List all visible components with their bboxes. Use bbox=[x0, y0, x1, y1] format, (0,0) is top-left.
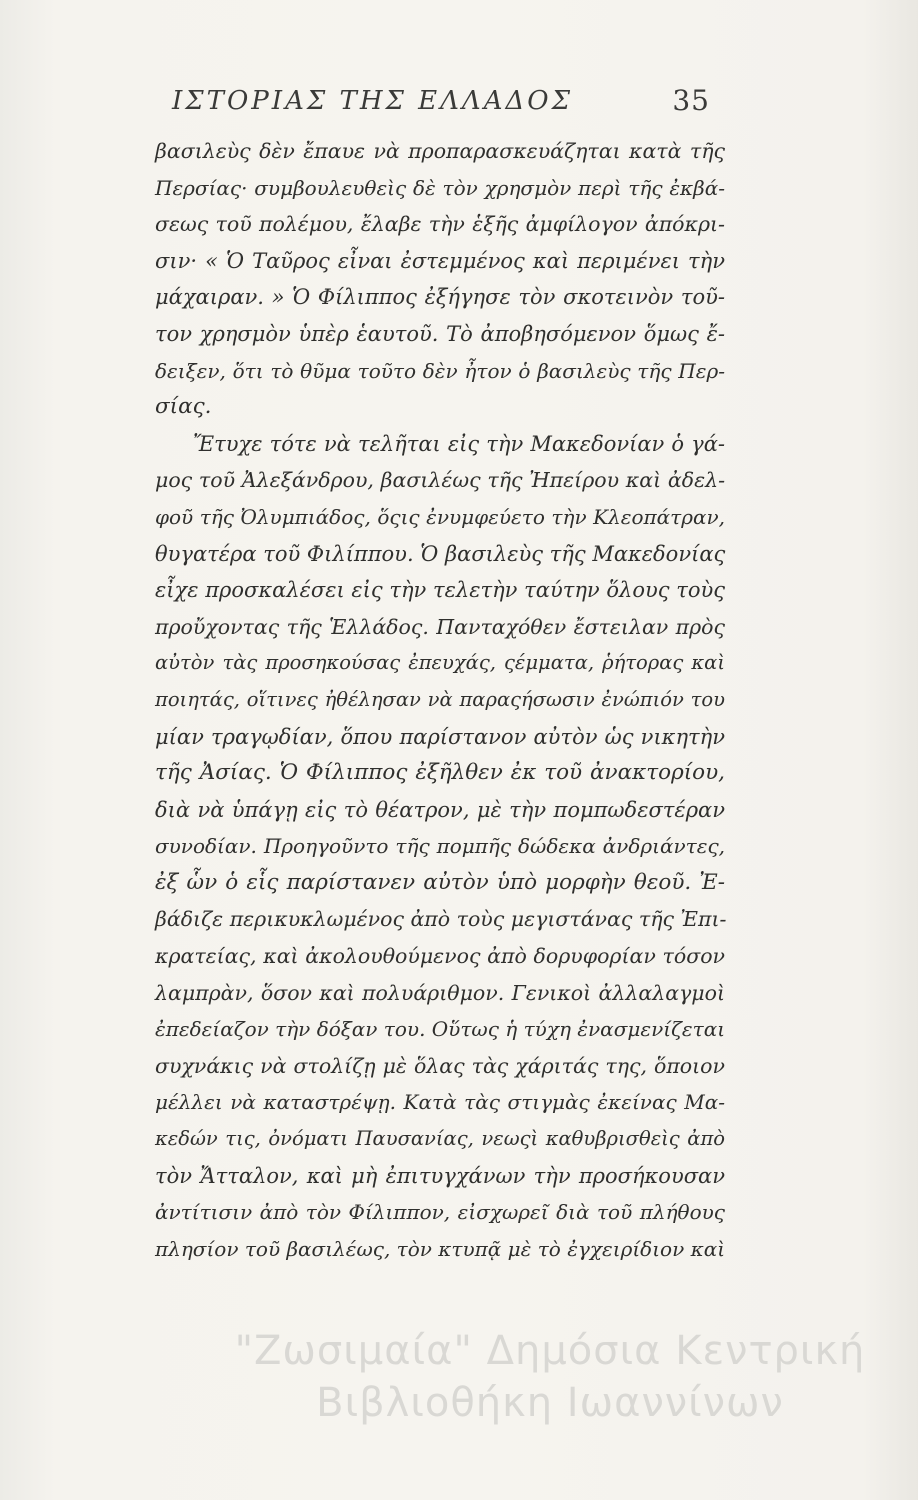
text-line: ἀντίτισιν ἀπὸ τὸν Φίλιππον, εἰσχωρεῖ διὰ τοῦ πλήθους bbox=[155, 1200, 725, 1225]
text-line: φοῦ τῆς Ὀλυμπιάδος, ὅςις ἐνυμφεύετο τὴν Κλεοπάτραν, bbox=[155, 504, 725, 529]
text-line: μος τοῦ Ἀλεξάνδρου, βασιλέως τῆς Ἠπείρου καὶ ἀδελ- bbox=[155, 468, 725, 493]
text-line: αὐτὸν τὰς προσηκούσας ἐπευχάς, ςέμματα, ῥήτορας καὶ bbox=[155, 651, 725, 675]
text-line: διὰ νὰ ὑπάγῃ εἰς τὸ θέατρον, μὲ τὴν πομπωδεστέραν bbox=[155, 797, 725, 822]
text-line: κεδών τις, ὀνόματι Παυσανίας, νεωςὶ καθυβρισθεὶς ἀπὸ bbox=[155, 1127, 725, 1151]
running-head bbox=[160, 82, 710, 122]
watermark-line-2: Βιβλιοθήκη Ιωαννίνων bbox=[316, 1380, 784, 1426]
page-number: 35 bbox=[672, 84, 710, 117]
text-line: σιν· « Ὁ Ταῦρος εἶναι ἐστεμμένος καὶ περιμένει τὴν bbox=[155, 248, 725, 273]
text-line: συχνάκις νὰ στολίζῃ μὲ ὅλας τὰς χάριτάς της, ὅποιον bbox=[155, 1053, 725, 1078]
text-line: πλησίον τοῦ βασιλέως, τὸν κτυπᾷ μὲ τὸ ἐγχειρίδιον καὶ bbox=[155, 1236, 726, 1261]
watermark-line-1: "Ζωσιμαία" Δημόσια Κεντρική bbox=[234, 1328, 866, 1374]
text-line: μάχαιραν. » Ὁ Φίλιππος ἐξήγησε τὸν σκοτεινὸν τοῦ- bbox=[155, 285, 725, 310]
text-line: προὔχοντας τῆς Ἑλλάδος. Πανταχόθεν ἔστειλαν πρὸς bbox=[155, 614, 725, 639]
text-line: Περσίας· συμβουλευθεὶς δὲ τὸν χρησμὸν περὶ τῆς ἐκβά- bbox=[155, 175, 725, 200]
text-line: θυγατέρα τοῦ Φιλίππου. Ὁ βασιλεὺς τῆς Μακεδονίας bbox=[155, 541, 726, 566]
text-line: βασιλεὺς δὲν ἔπαυε νὰ προπαρασκευάζηται κατὰ τῆς bbox=[155, 139, 725, 163]
text-line: τον χρησμὸν ὑπὲρ ἑαυτοῦ. Τὸ ἀποβησόμενον ὅμως ἔ- bbox=[155, 321, 725, 346]
text-line: μέλλει νὰ καταστρέψῃ. Κατὰ τὰς στιγμὰς ἐκείνας Μα- bbox=[155, 1090, 725, 1115]
text-line: εἶχε προσκαλέσει εἰς τὴν τελετὴν ταύτην ὅλους τοὺς bbox=[155, 578, 725, 603]
text-line: συνοδίαν. Προηγοῦντο τῆς πομπῆς δώδεκα ἀνδριάντες, bbox=[155, 834, 725, 859]
text-line: τῆς Ἀσίας. Ὁ Φίλιππος ἐξῆλθεν ἐκ τοῦ ἀνακτορίου, bbox=[155, 760, 725, 786]
text-line: μίαν τραγῳδίαν, ὅπου παρίστανον αὐτὸν ὡς νικητὴν bbox=[155, 724, 725, 749]
text-line: λαμπρὰν, ὅσον καὶ πολυάριθμον. Γενικοὶ ἀλλαλαγμοὶ bbox=[155, 980, 725, 1005]
text-line: βάδιζε περικυκλωμένος ἀπὸ τοὺς μεγιστάνας τῆς Ἐπι- bbox=[155, 907, 727, 932]
text-line: ἐπεδείαζον τὴν δόξαν του. Οὕτως ἡ τύχη ἐνασμενίζεται bbox=[155, 1017, 726, 1042]
running-title: ΙΣΤΟΡΙΑΣ ΤΗΣ ΕΛΛΑΔΟΣ bbox=[172, 86, 573, 116]
text-line: ἐξ ὧν ὁ εἷς παρίστανεν αὐτὸν ὑπὸ μορφὴν θεοῦ. Ἐ- bbox=[155, 869, 725, 895]
body-text bbox=[155, 133, 725, 1267]
text-line: τὸν Ἄτταλον, καὶ μὴ ἐπιτυγχάνων τὴν προσήκουσαν bbox=[155, 1163, 725, 1188]
text-line: Ἔτυχε τότε νὰ τελῆται εἰς τὴν Μακεδονίαν ὁ γά- bbox=[193, 431, 725, 456]
text-line: σίας. bbox=[155, 394, 212, 420]
text-line: σεως τοῦ πολέμου, ἔλαβε τὴν ἑξῆς ἀμφίλογον ἀπόκρι- bbox=[155, 212, 725, 237]
library-watermark bbox=[200, 1325, 900, 1429]
text-line: κρατείας, καὶ ἀκολουθούμενος ἀπὸ δορυφορίαν τόσον bbox=[155, 944, 725, 969]
text-line: ποιητάς, οἵτινες ἠθέλησαν νὰ παραςήσωσιν ἐνώπιόν του bbox=[155, 687, 725, 711]
text-line: δειξεν, ὅτι τὸ θῦμα τοῦτο δὲν ἦτον ὁ βασιλεὺς τῆς Περ- bbox=[155, 358, 725, 383]
